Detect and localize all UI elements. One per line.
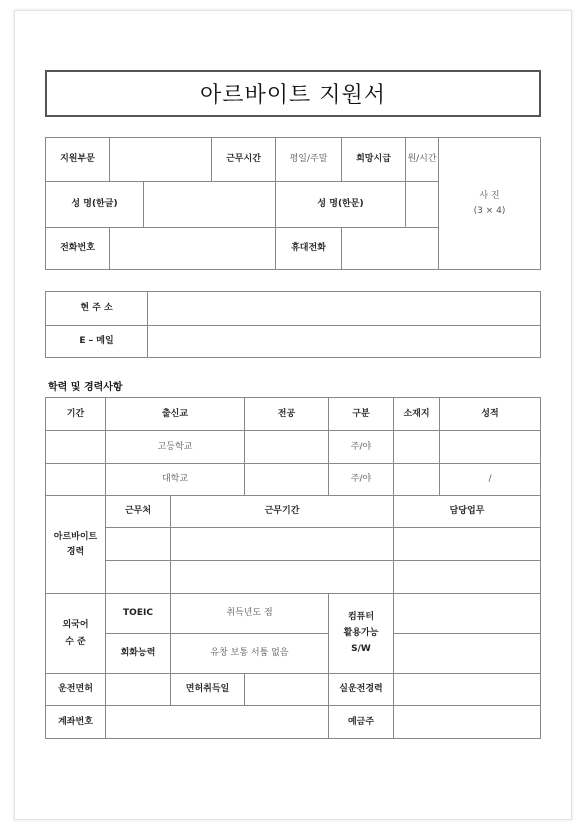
edu-major-field[interactable]	[245, 431, 329, 464]
edu-header-type: 구분	[329, 398, 394, 431]
conversation-field[interactable]: 유창 보통 서툼 없음	[171, 634, 329, 674]
edu-school-field[interactable]: 대학교	[106, 464, 245, 496]
career-header-duty: 담당업무	[394, 496, 541, 528]
apply-dept-field[interactable]	[110, 138, 212, 182]
edu-header-grade: 성적	[440, 398, 541, 431]
driving-experience-field[interactable]	[394, 674, 541, 706]
edu-period-field[interactable]	[46, 464, 106, 496]
photo-area[interactable]	[439, 138, 541, 270]
name-kr-label: 성 명(한글)	[46, 182, 144, 228]
toeic-field[interactable]: 취득년도 점	[171, 594, 329, 634]
language-label-line1: 외국어	[62, 619, 89, 630]
edu-grade-field[interactable]: /	[440, 464, 541, 496]
edu-location-field[interactable]	[394, 464, 440, 496]
photo-size: (3 × 4)	[473, 205, 506, 216]
license-date-field[interactable]	[245, 674, 329, 706]
wage-label: 희망시급	[342, 138, 406, 182]
mobile-field[interactable]	[342, 228, 439, 270]
edu-school-field[interactable]: 고등학교	[106, 431, 245, 464]
edu-period-field[interactable]	[46, 431, 106, 464]
license-date-label: 면허취득일	[171, 674, 245, 706]
email-label: E – 메일	[46, 326, 148, 358]
table-row	[46, 528, 541, 561]
driving-experience-label: 실운전경력	[329, 674, 394, 706]
table-row	[46, 464, 541, 496]
edu-type-field[interactable]: 주/야	[329, 464, 394, 496]
address-label: 현 주 소	[46, 292, 148, 326]
holder-field[interactable]	[394, 706, 541, 739]
address-field[interactable]	[148, 292, 541, 326]
career-place-field[interactable]	[106, 561, 171, 594]
photo-label: 사 진	[479, 190, 500, 201]
table-row	[46, 431, 541, 464]
edu-header-major: 전공	[245, 398, 329, 431]
name-kr-field[interactable]	[144, 182, 276, 228]
career-period-field[interactable]	[171, 561, 394, 594]
edu-location-field[interactable]	[394, 431, 440, 464]
career-duty-field[interactable]	[394, 561, 541, 594]
work-time-field[interactable]: 평일/주말	[276, 138, 342, 182]
email-field[interactable]	[148, 326, 541, 358]
computer-field[interactable]	[394, 594, 541, 634]
toeic-label: TOEIC	[106, 594, 171, 634]
name-hanja-label: 성 명(한문)	[276, 182, 406, 228]
computer-label-line1: 컴퓨터	[347, 612, 375, 623]
education-section-title: 학력 및 경력사항	[48, 382, 123, 393]
conversation-label: 회화능력	[106, 634, 171, 674]
language-label-line2: 수 준	[65, 636, 86, 647]
edu-type-field[interactable]: 주/야	[329, 431, 394, 464]
license-field[interactable]	[106, 674, 171, 706]
account-label: 계좌번호	[46, 706, 106, 739]
career-label-line1: 아르바이트	[53, 531, 98, 542]
basic-info-table	[45, 137, 541, 270]
career-header-period: 근무기간	[171, 496, 394, 528]
mobile-label: 휴대전화	[276, 228, 342, 270]
license-label: 운전면허	[46, 674, 106, 706]
career-place-field[interactable]	[106, 528, 171, 561]
career-label-line2: 경력	[66, 546, 85, 557]
form-title: 아르바이트 지원서	[45, 70, 541, 117]
history-table	[45, 397, 541, 739]
career-header-place: 근무처	[106, 496, 171, 528]
career-period-field[interactable]	[171, 528, 394, 561]
phone-field[interactable]	[110, 228, 276, 270]
edu-header-location: 소재지	[394, 398, 440, 431]
address-table	[45, 291, 541, 358]
career-label	[46, 496, 106, 594]
computer-label	[329, 594, 394, 674]
holder-label: 예금주	[329, 706, 394, 739]
edu-grade-field[interactable]	[440, 431, 541, 464]
phone-label: 전화번호	[46, 228, 110, 270]
computer-field-2[interactable]	[394, 634, 541, 674]
name-hanja-field[interactable]	[406, 182, 439, 228]
edu-header-school: 출신교	[106, 398, 245, 431]
edu-header-period: 기간	[46, 398, 106, 431]
computer-label-line2: 활용가능	[343, 628, 379, 639]
language-label	[46, 594, 106, 674]
work-time-label: 근무시간	[212, 138, 276, 182]
table-row	[46, 561, 541, 594]
wage-field[interactable]: 원/시간	[406, 138, 439, 182]
account-field[interactable]	[106, 706, 329, 739]
apply-dept-label: 지원부문	[46, 138, 110, 182]
computer-label-line3: S/W	[351, 643, 371, 654]
career-duty-field[interactable]	[394, 528, 541, 561]
edu-major-field[interactable]	[245, 464, 329, 496]
